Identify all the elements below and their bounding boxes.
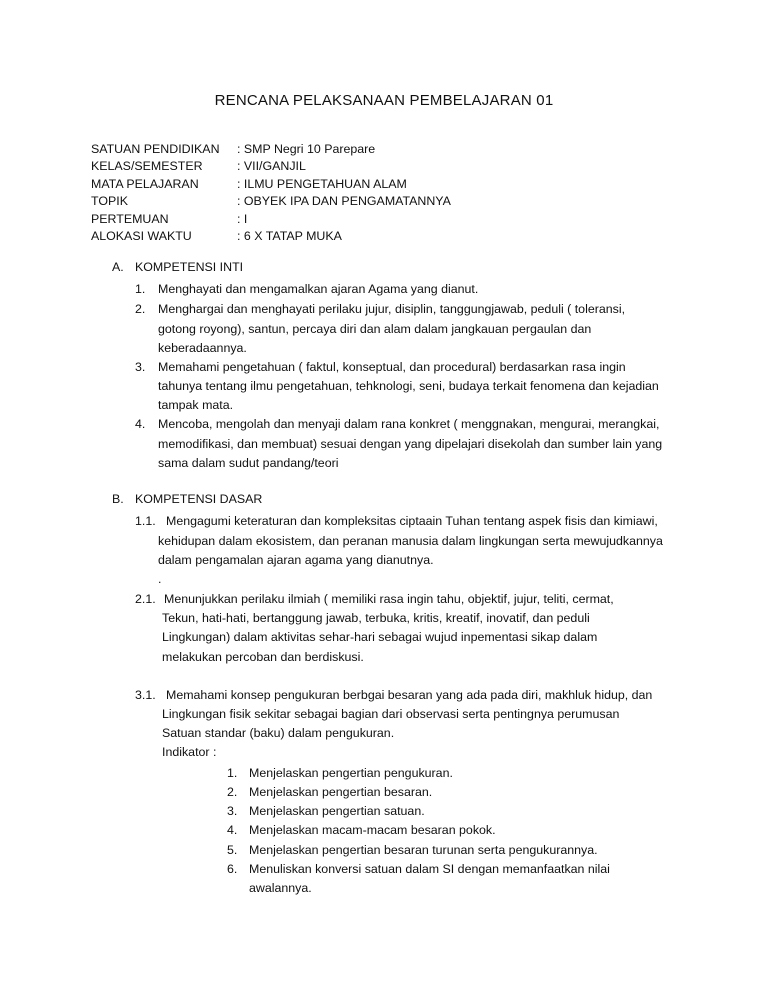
kd-line: Tekun, hati-hati, bertanggung jawab, terbuka, kritis, kreatif, inovatif, dan peduli <box>162 611 590 625</box>
section-letter: A. <box>112 260 124 274</box>
list-number: 4. <box>135 417 146 431</box>
list-line: Memahami pengetahuan ( faktul, konseptual, dan procedural) berdasarkan rasa ingin <box>158 360 626 374</box>
meta-key: SATUAN PENDIDIKAN <box>91 142 220 156</box>
meta-value: : ILMU PENGETAHUAN ALAM <box>237 176 407 191</box>
meta-value: : SMP Negri 10 Parepare <box>237 142 376 156</box>
indikator-line: Menjelaskan pengertian pengukuran. <box>249 766 453 780</box>
list-line: tampak mata. <box>158 398 234 412</box>
meta-key: ALOKASI WAKTU <box>91 228 192 243</box>
kd-number: 3.1. <box>135 688 156 702</box>
indikator-number: 3. <box>227 804 238 818</box>
indikator-number: 5. <box>227 843 238 857</box>
indikator-line: Menjelaskan macam-macam besaran pokok. <box>249 823 496 837</box>
indikator-number: 1. <box>227 766 238 780</box>
section-letter: B. <box>112 492 124 506</box>
list-line: sama dalam sudut pandang/teori <box>158 456 339 470</box>
meta-row <box>91 228 451 245</box>
meta-row <box>91 176 451 193</box>
meta-value: : I <box>237 211 248 226</box>
indikator-line: Menjelaskan pengertian besaran. <box>249 785 433 799</box>
indikator-line: awalannya. <box>249 881 312 895</box>
kd-line: Menunjukkan perilaku ilmiah ( memiliki rasa ingin tahu, objektif, jujur, teliti, cermat, <box>164 592 614 606</box>
kd-line: . <box>158 572 162 586</box>
indikator-line: Menjelaskan pengertian satuan. <box>249 804 425 818</box>
meta-row <box>91 211 451 228</box>
meta-row <box>91 141 451 158</box>
list-number: 2. <box>135 302 146 316</box>
kd-line: Lingkungan) dalam aktivitas sehar-hari sebagai wujud inpementasi sikap dalam <box>162 630 598 644</box>
identity-table <box>91 141 451 245</box>
meta-value: : 6 X TATAP MUKA <box>237 228 342 243</box>
kd-line: Mengagumi keteraturan dan kompleksitas ciptaain Tuhan tentang aspek fisis dan kimiawi, <box>166 514 658 528</box>
indikator-number: 6. <box>227 862 238 876</box>
kd-line: kehidupan dalam ekosistem, dan peranan manusia dalam lingkungan serta mewujudkannya <box>158 534 663 548</box>
kd-line: Satuan standar (baku) dalam pengukuran. <box>162 726 395 740</box>
list-line: Mencoba, mengolah dan menyaji dalam rana konkret ( menggnakan, mengurai, merangkai, <box>158 417 660 431</box>
meta-key: MATA PELAJARAN <box>91 176 199 191</box>
list-line: Menghayati dan mengamalkan ajaran Agama yang dianut. <box>158 282 479 296</box>
indikator-line: Menjelaskan pengertian besaran turunan serta pengukurannya. <box>249 843 598 857</box>
list-number: 3. <box>135 360 146 374</box>
indikator-number: 2. <box>227 785 238 799</box>
kd-line: Lingkungan fisik sekitar sebagai bagian dari observasi serta pentingnya perumusan <box>162 707 620 721</box>
list-line: tahunya tentang ilmu pengetahuan, tehknologi, seni, budaya terkait fenomena dan kejadian <box>158 379 659 393</box>
kd-line: melakukan percoban dan berdiskusi. <box>162 650 364 664</box>
list-line: gotong royong), santun, percaya diri dan alam dalam jangkauan pergaulan dan <box>158 322 592 336</box>
meta-key: PERTEMUAN <box>91 211 169 226</box>
meta-row <box>91 158 451 175</box>
meta-value: : VII/GANJIL <box>237 159 306 174</box>
section-title: KOMPETENSI INTI <box>135 260 244 274</box>
indikator-number: 4. <box>227 823 238 837</box>
kd-number: 1.1. <box>135 514 156 528</box>
list-line: keberadaannya. <box>158 341 247 355</box>
section-title: KOMPETENSI DASAR <box>135 492 263 506</box>
kd-number: 2.1. <box>135 592 156 606</box>
list-number: 1. <box>135 282 146 296</box>
list-line: memodifikasi, dan membuat) sesuai dengan yang dipelajari disekolah dan sumber lain yang <box>158 437 663 451</box>
list-line: Menghargai dan menghayati perilaku jujur, disiplin, tanggungjawab, peduli ( toleransi, <box>158 302 626 316</box>
document-title: RENCANA PELAKSANAAN PEMBELAJARAN 01 <box>214 92 554 109</box>
kd-line: dalam pengamalan ajaran agama yang dianutnya. <box>158 553 434 567</box>
indikator-label: Indikator : <box>162 745 217 759</box>
meta-key: KELAS/SEMESTER <box>91 159 203 174</box>
kd-line: Memahami konsep pengukuran berbgai besaran yang ada pada diri, makhluk hidup, dan <box>166 688 653 702</box>
meta-key: TOPIK <box>91 194 128 209</box>
meta-value: : OBYEK IPA DAN PENGAMATANNYA <box>237 194 451 209</box>
indikator-line: Menuliskan konversi satuan dalam SI dengan memanfaatkan nilai <box>249 862 610 876</box>
meta-row <box>91 193 451 210</box>
